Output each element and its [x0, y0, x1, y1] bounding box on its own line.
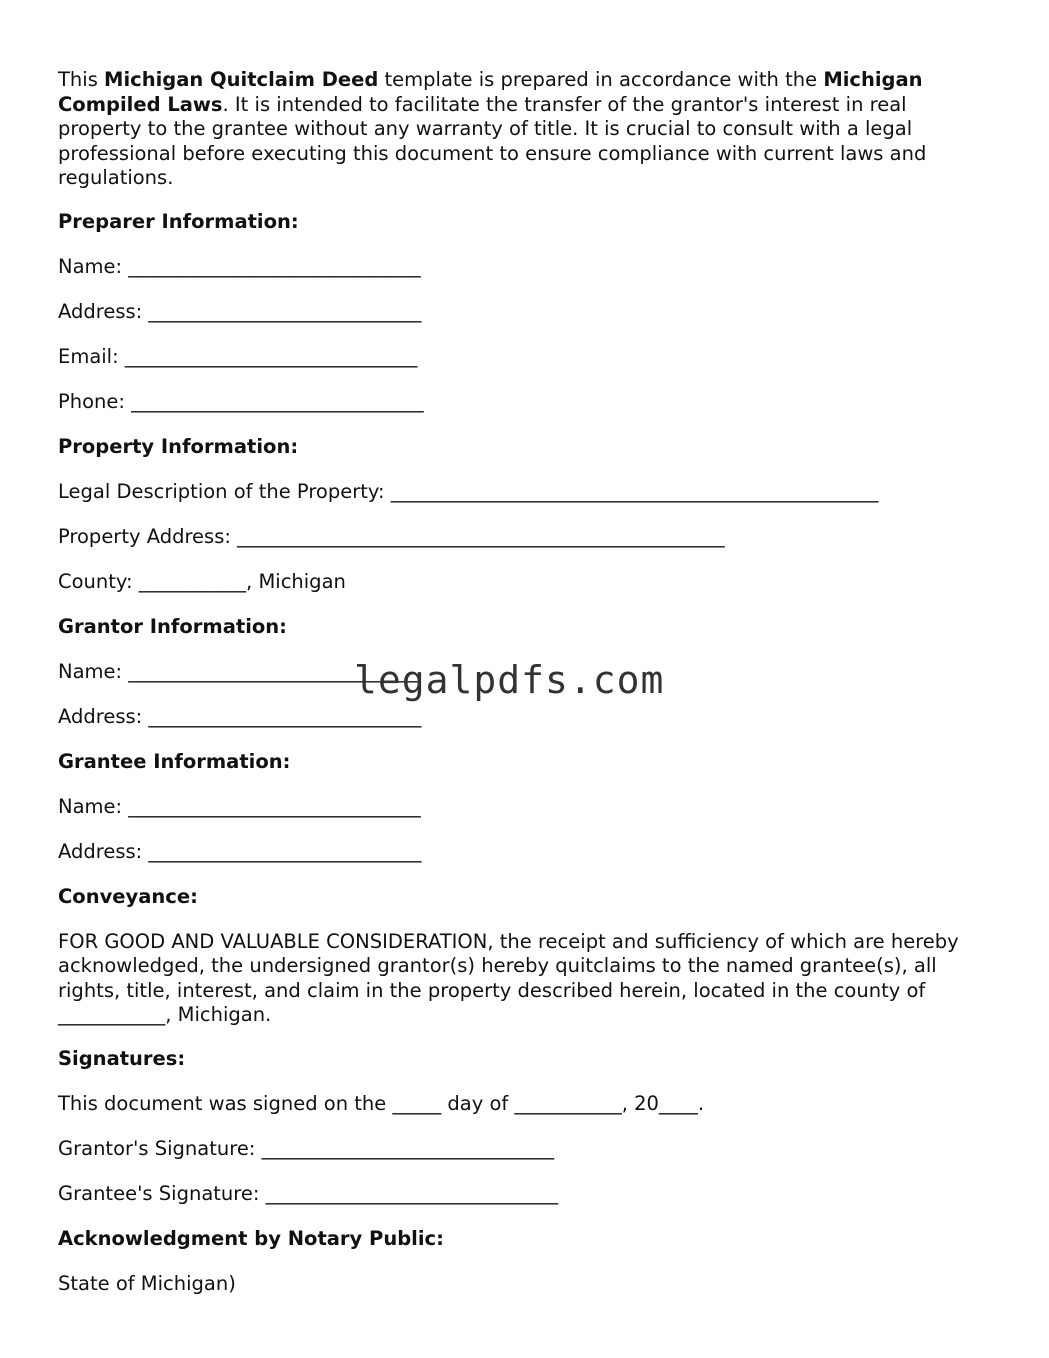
grantor-name-field[interactable]: Name: ______________________________: [58, 659, 421, 683]
notary-heading: Acknowledgment by Notary Public:: [58, 1226, 444, 1250]
property-county-field[interactable]: County: ___________, Michigan: [58, 569, 346, 593]
conveyance-heading: Conveyance:: [58, 884, 198, 908]
grantee-name-field[interactable]: Name: ______________________________: [58, 794, 421, 818]
preparer-heading: Preparer Information:: [58, 209, 299, 233]
preparer-address-field[interactable]: Address: ____________________________: [58, 299, 422, 323]
property-address-field[interactable]: Property Address: __________________________________________________: [58, 524, 725, 548]
grantee-heading: Grantee Information:: [58, 749, 291, 773]
watermark-text: legalpdfs.com: [354, 658, 665, 702]
notary-state-line: State of Michigan): [58, 1271, 236, 1295]
intro-text-1: This: [58, 68, 105, 91]
intro-text-2: template is prepared in accordance with the: [378, 68, 824, 91]
property-legal-description-field[interactable]: Legal Description of the Property: __________________________________________________: [58, 479, 879, 503]
grantor-address-field[interactable]: Address: ____________________________: [58, 704, 422, 728]
intro-law-name: Michigan Compiled Laws: [58, 68, 923, 116]
property-heading: Property Information:: [58, 434, 299, 458]
signed-on-date-field[interactable]: This document was signed on the _____ day of ___________, 20____.: [58, 1091, 705, 1115]
intro-deed-title: Michigan Quitclaim Deed: [104, 68, 379, 91]
signatures-heading: Signatures:: [58, 1046, 186, 1070]
intro-paragraph: [58, 68, 993, 191]
conveyance-text: FOR GOOD AND VALUABLE CONSIDERATION, the receipt and sufficiency of which are hereby acknowledged, the undersigned grantor(s) hereby quitclaims to the named grantee(s), all rights, title, interest, and claim in the property described herein, located in the county of ___________, Michigan.: [58, 929, 959, 1026]
preparer-email-field[interactable]: Email: ______________________________: [58, 344, 418, 368]
grantor-signature-field[interactable]: Grantor's Signature: ______________________________: [58, 1136, 555, 1160]
grantor-heading: Grantor Information:: [58, 614, 287, 638]
preparer-phone-field[interactable]: Phone: ______________________________: [58, 389, 424, 413]
intro-text-3: . It is intended to facilitate the transfer of the grantor's interest in real property to the grantee without any warranty of title. It is crucial to consult with a legal professional before executing this document to ensure compliance with current laws and regulations.: [58, 92, 927, 189]
grantee-address-field[interactable]: Address: ____________________________: [58, 839, 422, 863]
preparer-name-field[interactable]: Name: ______________________________: [58, 254, 421, 278]
grantee-signature-field[interactable]: Grantee's Signature: ______________________________: [58, 1181, 559, 1205]
